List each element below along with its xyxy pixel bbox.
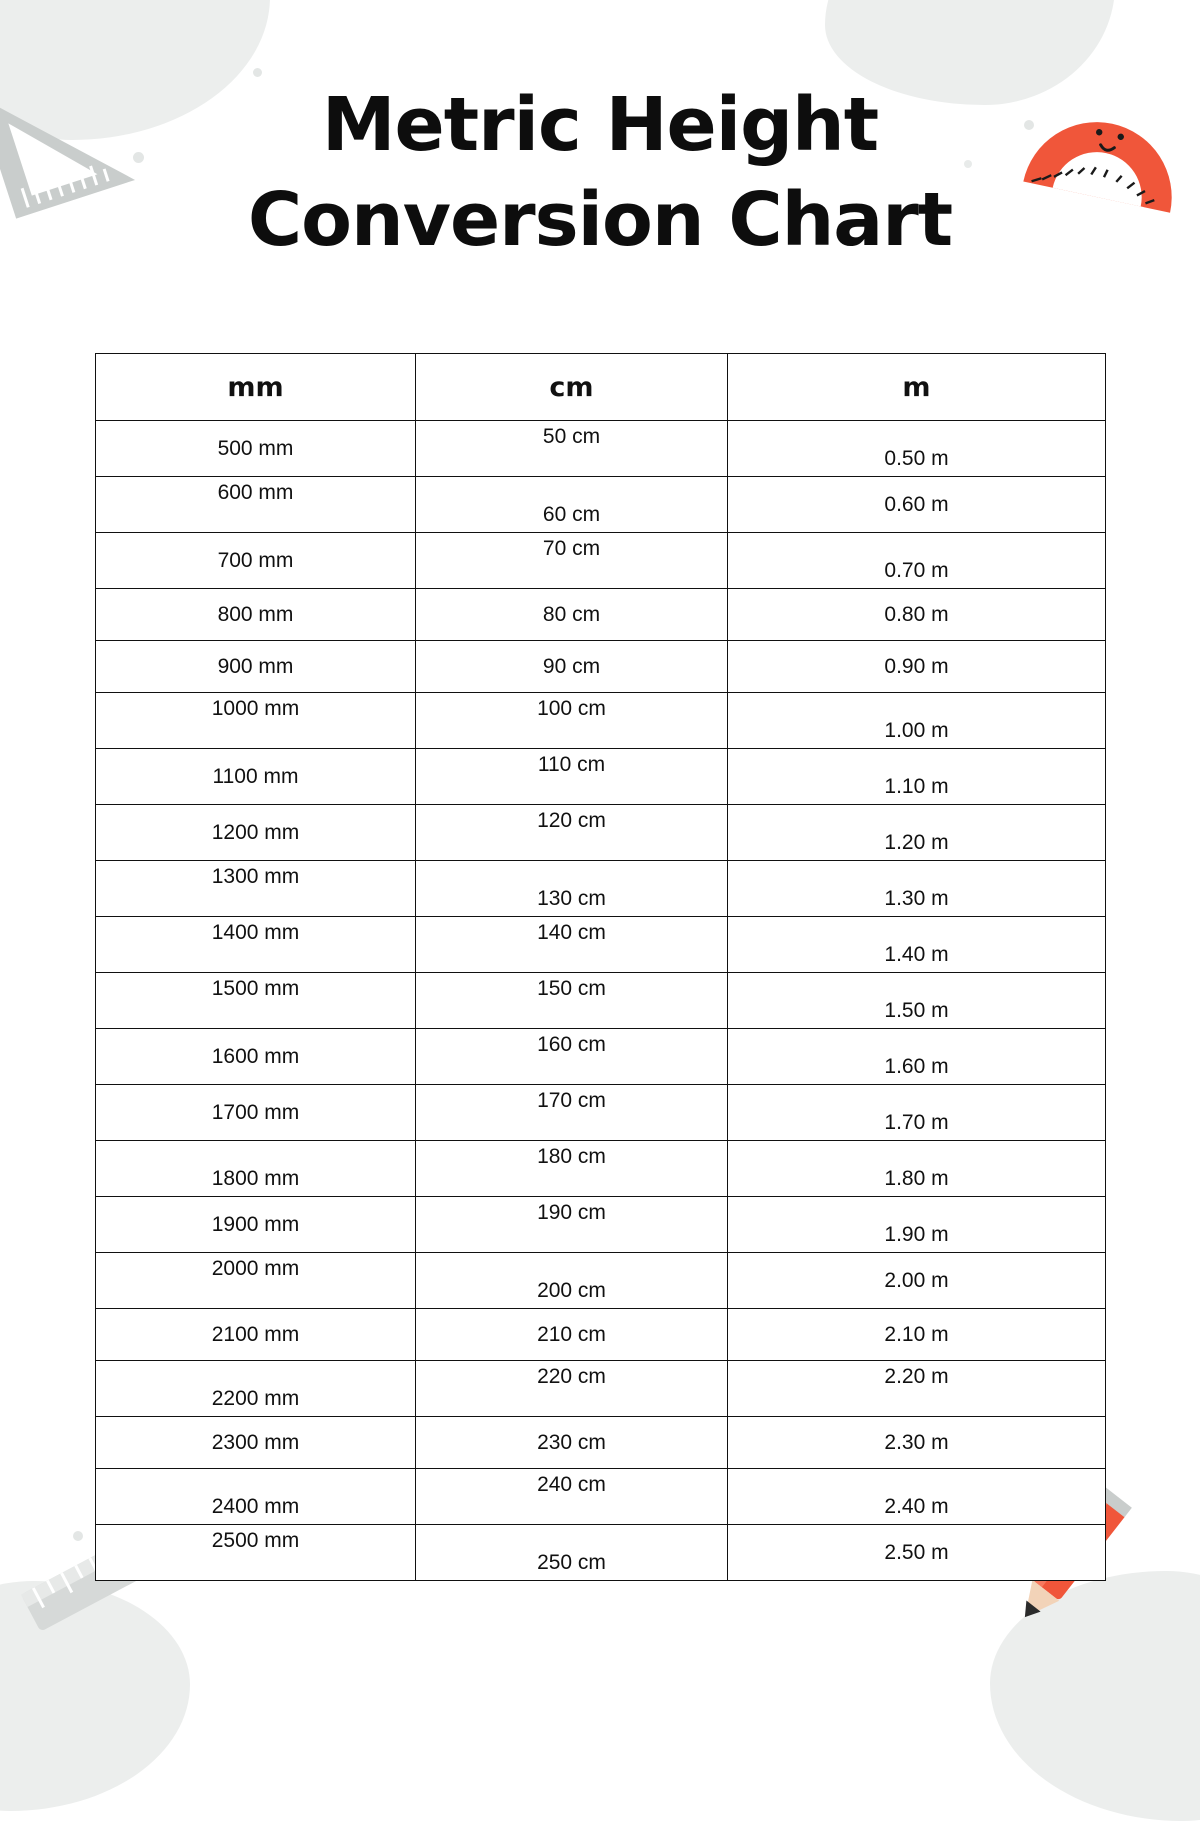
table-row	[96, 693, 1106, 749]
page-title-line-2: Conversion Chart	[247, 176, 953, 263]
cell-m: 0.60 m	[728, 477, 1106, 533]
cell-cm: 220 cm	[416, 1361, 728, 1417]
cell-mm: 1500 mm	[96, 973, 416, 1029]
cell-cm: 230 cm	[416, 1417, 728, 1469]
metric-height-conversion-table	[95, 353, 1106, 1581]
cell-m: 1.00 m	[728, 693, 1106, 749]
cell-cm: 50 cm	[416, 421, 728, 477]
table-row	[96, 1141, 1106, 1197]
cell-m: 2.30 m	[728, 1417, 1106, 1469]
cell-m: 1.80 m	[728, 1141, 1106, 1197]
cell-cm: 120 cm	[416, 805, 728, 861]
cell-m: 1.90 m	[728, 1197, 1106, 1253]
table-row	[96, 1469, 1106, 1525]
cell-m: 2.40 m	[728, 1469, 1106, 1525]
cell-mm: 1200 mm	[96, 805, 416, 861]
table-row	[96, 421, 1106, 477]
cell-m: 1.30 m	[728, 861, 1106, 917]
cell-cm: 190 cm	[416, 1197, 728, 1253]
cell-mm: 2400 mm	[96, 1469, 416, 1525]
cell-mm: 2500 mm	[96, 1525, 416, 1581]
cell-cm: 80 cm	[416, 589, 728, 641]
table-header	[96, 354, 1106, 421]
cell-mm: 1900 mm	[96, 1197, 416, 1253]
cell-cm: 180 cm	[416, 1141, 728, 1197]
table-row	[96, 1309, 1106, 1361]
cell-cm: 90 cm	[416, 641, 728, 693]
cell-cm: 210 cm	[416, 1309, 728, 1361]
conversion-table-container	[95, 353, 1105, 1581]
cell-m: 2.50 m	[728, 1525, 1106, 1581]
cell-cm: 60 cm	[416, 477, 728, 533]
cell-cm: 240 cm	[416, 1469, 728, 1525]
table-row	[96, 749, 1106, 805]
cell-m: 1.40 m	[728, 917, 1106, 973]
table-body	[96, 421, 1106, 1581]
cell-cm: 140 cm	[416, 917, 728, 973]
cell-m: 1.70 m	[728, 1085, 1106, 1141]
cell-mm: 800 mm	[96, 589, 416, 641]
cell-cm: 170 cm	[416, 1085, 728, 1141]
cell-mm: 2200 mm	[96, 1361, 416, 1417]
table-row	[96, 805, 1106, 861]
cell-mm: 1000 mm	[96, 693, 416, 749]
cell-cm: 100 cm	[416, 693, 728, 749]
cell-m: 2.00 m	[728, 1253, 1106, 1309]
cell-cm: 150 cm	[416, 973, 728, 1029]
table-row	[96, 861, 1106, 917]
column-header-m: m	[728, 354, 1106, 421]
column-header-cm: cm	[416, 354, 728, 421]
cell-m: 1.50 m	[728, 973, 1106, 1029]
table-row	[96, 1085, 1106, 1141]
cell-mm: 1800 mm	[96, 1141, 416, 1197]
cell-m: 0.50 m	[728, 421, 1106, 477]
page-title-line-1: Metric Height	[321, 82, 879, 168]
cell-m: 1.20 m	[728, 805, 1106, 861]
table-row	[96, 477, 1106, 533]
cell-mm: 500 mm	[96, 421, 416, 477]
table-row	[96, 1197, 1106, 1253]
table-row	[96, 641, 1106, 693]
table-row	[96, 973, 1106, 1029]
table-row	[96, 1029, 1106, 1085]
cell-cm: 200 cm	[416, 1253, 728, 1309]
cell-mm: 1100 mm	[96, 749, 416, 805]
cell-mm: 600 mm	[96, 477, 416, 533]
table-row	[96, 1525, 1106, 1581]
cell-cm: 160 cm	[416, 1029, 728, 1085]
cell-m: 0.70 m	[728, 533, 1106, 589]
cell-m: 2.20 m	[728, 1361, 1106, 1417]
cell-cm: 250 cm	[416, 1525, 728, 1581]
cell-mm: 1300 mm	[96, 861, 416, 917]
cell-m: 0.80 m	[728, 589, 1106, 641]
cell-m: 2.10 m	[728, 1309, 1106, 1361]
cell-mm: 2300 mm	[96, 1417, 416, 1469]
page-title	[120, 0, 1080, 267]
cell-mm: 2000 mm	[96, 1253, 416, 1309]
cell-m: 1.10 m	[728, 749, 1106, 805]
table-row	[96, 533, 1106, 589]
cell-m: 1.60 m	[728, 1029, 1106, 1085]
cell-mm: 2100 mm	[96, 1309, 416, 1361]
cell-mm: 1400 mm	[96, 917, 416, 973]
cell-mm: 1700 mm	[96, 1085, 416, 1141]
table-row	[96, 589, 1106, 641]
table-row	[96, 1417, 1106, 1469]
table-row	[96, 917, 1106, 973]
table-row	[96, 1361, 1106, 1417]
cell-mm: 1600 mm	[96, 1029, 416, 1085]
cell-cm: 110 cm	[416, 749, 728, 805]
table-header-row	[96, 354, 1106, 421]
cell-mm: 700 mm	[96, 533, 416, 589]
table-row	[96, 1253, 1106, 1309]
cell-cm: 130 cm	[416, 861, 728, 917]
cell-cm: 70 cm	[416, 533, 728, 589]
cell-mm: 900 mm	[96, 641, 416, 693]
column-header-mm: mm	[96, 354, 416, 421]
cell-m: 0.90 m	[728, 641, 1106, 693]
